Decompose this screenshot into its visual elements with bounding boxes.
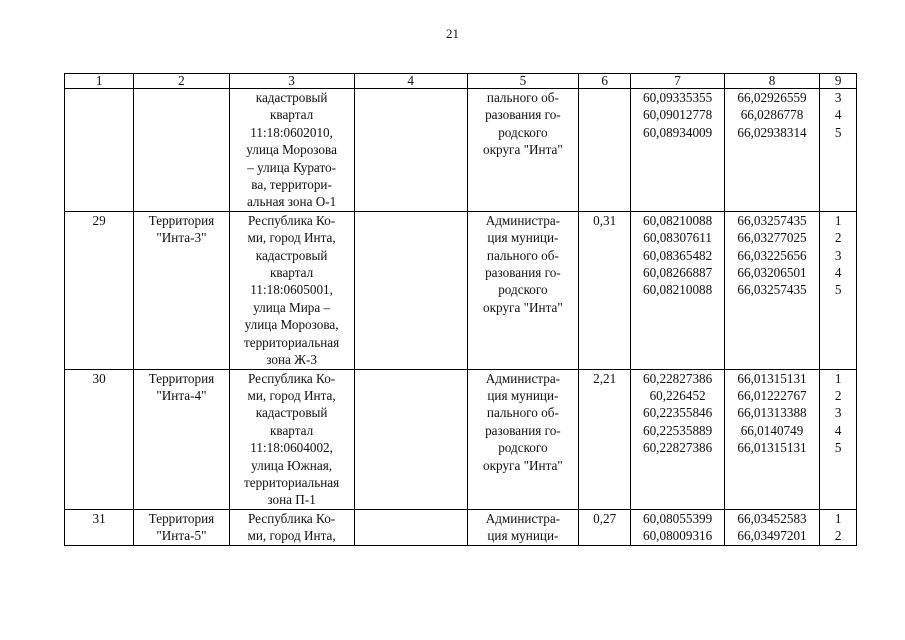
column-4-cell xyxy=(354,369,467,509)
cell-line: улица Южная, xyxy=(251,457,333,473)
organization-cell xyxy=(467,509,578,545)
area-cell: 0,27 xyxy=(578,509,630,545)
cell-line: Республика Ко- xyxy=(248,212,336,228)
longitude-cell xyxy=(724,509,819,545)
header-cell: 3 xyxy=(229,74,354,89)
cell-line: кадастровый xyxy=(255,247,328,263)
cell-line: 66,0140749 xyxy=(740,422,804,438)
cell-line: разования го- xyxy=(485,265,561,281)
latitude-cell xyxy=(631,509,724,545)
cell-line: "Инта-5" xyxy=(156,528,207,544)
cell-line: разования го- xyxy=(485,107,561,123)
header-cell: 7 xyxy=(631,74,724,89)
cell-line: 66,02938314 xyxy=(737,124,807,140)
cell-line: 11:18:0602010, xyxy=(250,124,333,140)
cell-line: 4 xyxy=(834,265,842,281)
column-4-cell xyxy=(354,509,467,545)
cell-line: 66,03452583 xyxy=(737,510,807,526)
cell-line: 66,03225656 xyxy=(737,247,807,263)
cell-line: 60,22535889 xyxy=(642,422,713,438)
cell-line: ция муници- xyxy=(487,230,559,246)
table-row xyxy=(65,211,857,369)
cell-line: 1 xyxy=(834,212,842,228)
area-cell: 0,31 xyxy=(578,211,630,369)
cell-line: 60,08934009 xyxy=(642,124,713,140)
page-number: 21 xyxy=(446,26,459,41)
cell-line: 4 xyxy=(834,107,842,123)
cell-line: 3 xyxy=(834,405,842,421)
cell-line: 11:18:0605001, xyxy=(250,282,333,298)
organization-cell xyxy=(467,89,578,212)
latitude-cell xyxy=(631,369,724,509)
territory-name-cell xyxy=(134,89,229,212)
cell-line: 66,03206501 xyxy=(737,265,807,281)
cell-line: Администра- xyxy=(485,510,561,526)
cell-line: 66,01315131 xyxy=(737,440,807,456)
cell-line: 2 xyxy=(834,528,842,544)
cell-line: Территория xyxy=(148,510,215,526)
cell-line: ми, город Инта, xyxy=(247,528,336,544)
table-row xyxy=(65,89,857,212)
cell-line: 60,08210088 xyxy=(642,212,713,228)
cell-line: "Инта-3" xyxy=(156,230,207,246)
latitude-cell xyxy=(631,89,724,212)
column-4-cell xyxy=(354,211,467,369)
cell-line: 66,0286778 xyxy=(740,107,804,123)
cell-line: родского xyxy=(498,124,548,140)
cell-line: альная зона О-1 xyxy=(246,194,337,210)
cell-line: 66,01315131 xyxy=(737,370,807,386)
row-number-cell: 29 xyxy=(65,211,134,369)
cell-line: родского xyxy=(498,440,548,456)
cell-line: ми, город Инта, xyxy=(247,387,336,403)
area-cell: 2,21 xyxy=(578,369,630,509)
cell-line: 60,08055399 xyxy=(642,510,713,526)
longitude-cell xyxy=(724,89,819,212)
header-cell: 8 xyxy=(724,74,819,89)
cell-line: 60,22827386 xyxy=(642,370,713,386)
cell-line: кадастровый xyxy=(255,405,328,421)
cell-line: 2 xyxy=(834,387,842,403)
cell-line: 60,08009316 xyxy=(642,528,713,544)
cell-line: территориальная xyxy=(243,474,340,490)
point-number-cell xyxy=(820,89,857,212)
header-cell: 2 xyxy=(134,74,229,89)
longitude-cell xyxy=(724,369,819,509)
cell-line: 66,02926559 xyxy=(737,90,807,105)
cell-line: кадастровый xyxy=(255,90,328,105)
header-cell: 6 xyxy=(578,74,630,89)
table-row xyxy=(65,509,857,545)
cell-line: улица Морозова, xyxy=(244,317,339,333)
cell-line: 66,01222767 xyxy=(737,387,807,403)
cell-line: Территория xyxy=(148,370,215,386)
location-cell xyxy=(229,369,354,509)
cell-line: 66,01313388 xyxy=(737,405,807,421)
cell-line: 60,226452 xyxy=(649,387,706,403)
cell-line: квартал xyxy=(269,422,314,438)
longitude-cell xyxy=(724,211,819,369)
cell-line: 66,03257435 xyxy=(737,282,807,298)
cell-line: улица Мира – xyxy=(253,299,331,315)
location-cell xyxy=(229,509,354,545)
cell-line: 60,09012778 xyxy=(642,107,713,123)
cell-line: Администра- xyxy=(485,370,561,386)
cell-line: улица Морозова xyxy=(246,142,337,158)
cell-line: 5 xyxy=(834,440,842,456)
cell-line: ция муници- xyxy=(487,528,559,544)
cell-line: 3 xyxy=(834,247,842,263)
cell-line: 1 xyxy=(834,370,842,386)
area-cell xyxy=(578,89,630,212)
cell-line: Республика Ко- xyxy=(248,510,336,526)
cell-line: округа "Инта" xyxy=(483,299,563,315)
cell-line: 60,09335355 xyxy=(642,90,713,105)
cell-line: 60,08210088 xyxy=(642,282,713,298)
cell-line: ция муници- xyxy=(487,387,559,403)
cell-line: – улица Курато- xyxy=(247,159,337,175)
cell-line: пального об- xyxy=(486,405,559,421)
cell-line: 60,08266887 xyxy=(642,265,713,281)
coordinates-table xyxy=(64,73,857,546)
cell-line: округа "Инта" xyxy=(483,142,563,158)
cell-line: зона П-1 xyxy=(267,492,316,508)
header-row xyxy=(65,74,857,89)
cell-line: 60,22355846 xyxy=(642,405,713,421)
territory-name-cell xyxy=(134,509,229,545)
cell-line: 66,03497201 xyxy=(737,528,807,544)
cell-line: 66,03257435 xyxy=(737,212,807,228)
point-number-cell xyxy=(820,369,857,509)
row-number-cell xyxy=(65,89,134,212)
cell-line: 2 xyxy=(834,230,842,246)
cell-line: родского xyxy=(498,282,548,298)
cell-line: разования го- xyxy=(485,422,561,438)
cell-line: Территория xyxy=(148,212,215,228)
table-row xyxy=(65,369,857,509)
row-number-cell: 31 xyxy=(65,509,134,545)
table-body xyxy=(65,89,857,546)
header-cell: 4 xyxy=(354,74,467,89)
cell-line: ва, территори- xyxy=(251,177,332,193)
cell-line: территориальная xyxy=(243,334,340,350)
column-4-cell xyxy=(354,89,467,212)
cell-line: округа "Инта" xyxy=(483,457,563,473)
cell-line: Администра- xyxy=(485,212,561,228)
cell-line: квартал xyxy=(269,265,314,281)
territory-name-cell xyxy=(134,211,229,369)
cell-line: 11:18:0604002, xyxy=(250,440,333,456)
cell-line: пального об- xyxy=(486,90,559,105)
cell-line: 4 xyxy=(834,422,842,438)
location-cell xyxy=(229,211,354,369)
cell-line: квартал xyxy=(269,107,314,123)
cell-line: пального об- xyxy=(486,247,559,263)
header-cell: 1 xyxy=(65,74,134,89)
cell-line: "Инта-4" xyxy=(156,387,207,403)
territory-name-cell xyxy=(134,369,229,509)
cell-line: зона Ж-3 xyxy=(266,352,317,368)
cell-line: 1 xyxy=(834,510,842,526)
cell-line: 60,08307611 xyxy=(643,230,712,246)
row-number-cell: 30 xyxy=(65,369,134,509)
cell-line: Республика Ко- xyxy=(248,370,336,386)
header-cell: 5 xyxy=(467,74,578,89)
location-cell xyxy=(229,89,354,212)
cell-line: 66,03277025 xyxy=(737,230,807,246)
organization-cell xyxy=(467,369,578,509)
organization-cell xyxy=(467,211,578,369)
cell-line: 5 xyxy=(834,124,842,140)
cell-line: 60,22827386 xyxy=(642,440,713,456)
cell-line: 60,08365482 xyxy=(642,247,713,263)
point-number-cell xyxy=(820,509,857,545)
cell-line: 3 xyxy=(834,90,842,105)
latitude-cell xyxy=(631,211,724,369)
cell-line: ми, город Инта, xyxy=(247,230,336,246)
header-cell: 9 xyxy=(820,74,857,89)
cell-line: 5 xyxy=(834,282,842,298)
point-number-cell xyxy=(820,211,857,369)
